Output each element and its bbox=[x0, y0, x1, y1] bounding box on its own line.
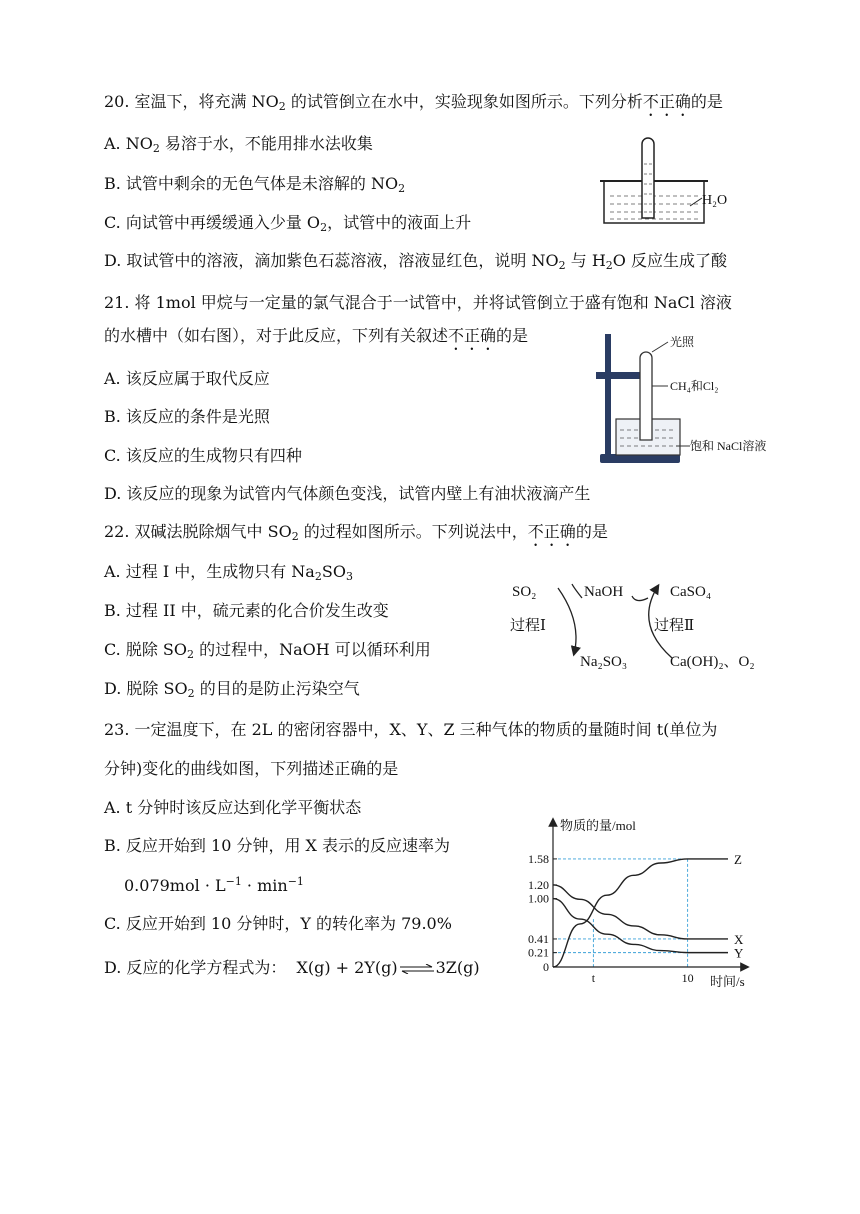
q23-chart bbox=[520, 812, 760, 992]
y-tick-label: 0.41 bbox=[528, 931, 549, 946]
q22-option-c: C. 脱除 $SO_2$ 的过程中，NaOH 可以循环利用 bbox=[104, 640, 431, 661]
q22-process-diagram bbox=[500, 576, 780, 676]
q22-option-a: A. 过程 I 中，生成物只有 $Na_2SO_3$ bbox=[104, 562, 353, 583]
series-label-Z: Z bbox=[734, 851, 742, 867]
q22-stem: 22. 双碱法脱除烟气中 $SO_2$ 的过程如图所示。下列说法中，不正确的是 bbox=[104, 522, 608, 543]
caso4-label: CaSO₄ bbox=[670, 584, 712, 600]
q21-option-a: A. 该反应属于取代反应 bbox=[104, 369, 270, 388]
solution-label: 饱和 NaCl溶液 bbox=[690, 439, 767, 453]
x-tick-label: 10 bbox=[681, 971, 694, 985]
process1-label: 过程Ⅰ bbox=[510, 618, 546, 634]
q20-test-tube-figure bbox=[598, 134, 748, 234]
so2-label: SO₂ bbox=[512, 584, 537, 600]
naoh-label: NaOH bbox=[584, 584, 624, 600]
y-tick-label: 1.00 bbox=[528, 891, 549, 906]
q21-option-c: C. 该反应的生成物只有四种 bbox=[104, 446, 302, 465]
x-axis-label: 时间/s bbox=[710, 974, 745, 989]
q23-option-a: A. t 分钟时该反应达到化学平衡状态 bbox=[104, 798, 362, 817]
series-label-Y: Y bbox=[734, 945, 744, 961]
series-line-Z bbox=[553, 859, 728, 967]
q23-option-b-line1: B. 反应开始到 10 分钟，用 X 表示的反应速率为 bbox=[104, 836, 451, 855]
q23-option-b-line2: $0.079mol \cdot L^{-1} \cdot \min^{-1}$ bbox=[124, 875, 304, 895]
gas-label: CH₄和Cl₂ bbox=[670, 379, 719, 393]
q22-option-b: B. 过程 II 中，硫元素的化合价发生改变 bbox=[104, 601, 389, 620]
equilibrium-arrow bbox=[398, 964, 436, 974]
y-axis-label: 物质的量/mol bbox=[560, 818, 636, 833]
series-line-X bbox=[553, 885, 728, 939]
y-tick-label: 1.20 bbox=[528, 877, 549, 892]
light-label: 光照 bbox=[670, 335, 695, 349]
q20-option-b: B. 试管中剩余的无色气体是未溶解的 $NO_2$ bbox=[104, 174, 406, 195]
q21-option-b: B. 该反应的条件是光照 bbox=[104, 407, 270, 426]
q21-apparatus-figure bbox=[594, 330, 784, 468]
series-line-Y bbox=[553, 899, 728, 953]
x-tick-label: t bbox=[591, 971, 596, 985]
q21-option-d: D. 该反应的现象为试管内气体颜色变浅，试管内壁上有油状液滴产生 bbox=[104, 484, 591, 503]
q20-option-c: C. 向试管中再缓缓通入少量 $O_2$，试管中的液面上升 bbox=[104, 213, 472, 234]
na2so3-label: Na₂SO₃ bbox=[580, 654, 628, 670]
water-label: H₂O bbox=[702, 193, 728, 208]
process2-label: 过程Ⅱ bbox=[654, 618, 695, 634]
y-tick-label: 1.58 bbox=[528, 851, 549, 866]
q20-stem: 20. 室温下，将充满 $NO_2$ 的试管倒立在水中，实验现象如图所示。下列分析不正确的是 bbox=[104, 92, 723, 113]
y-tick-label: 0 bbox=[543, 960, 549, 974]
q21-stem-line2: 的水槽中（如右图），对于此反应，下列有关叙述不正确的是 bbox=[104, 326, 529, 345]
q20-option-d: D. 取试管中的溶液，滴加紫色石蕊溶液，溶液显红色，说明 $NO_2$ 与 $H_2O$ 反应生成了酸 bbox=[104, 251, 727, 272]
series-label-X: X bbox=[734, 931, 744, 947]
caoh2-label: Ca(OH)₂、O₂ bbox=[670, 654, 755, 670]
q23-stem-line1: 23. 一定温度下，在 2L 的密闭容器中，X、Y、Z 三种气体的物质的量随时间 t(单位为 bbox=[104, 720, 718, 739]
q20-option-a: A. $NO_2$ 易溶于水，不能用排水法收集 bbox=[104, 134, 373, 155]
q23-option-c: C. 反应开始到 10 分钟时，Y 的转化率为 79.0% bbox=[104, 914, 452, 933]
q23-option-d: D. 反应的化学方程式为： X(g) + 2Y(g) 3Z(g) bbox=[104, 958, 480, 977]
q23-stem-line2: 分钟)变化的曲线如图，下列描述正确的是 bbox=[104, 759, 399, 778]
y-tick-label: 0.21 bbox=[528, 945, 549, 960]
q22-option-d: D. 脱除 $SO_2$ 的目的是防止污染空气 bbox=[104, 679, 360, 700]
q21-stem-line1: 21. 将 1mol 甲烷与一定量的氯气混合于一试管中，并将试管倒立于盛有饱和 NaCl 溶液 bbox=[104, 293, 732, 312]
